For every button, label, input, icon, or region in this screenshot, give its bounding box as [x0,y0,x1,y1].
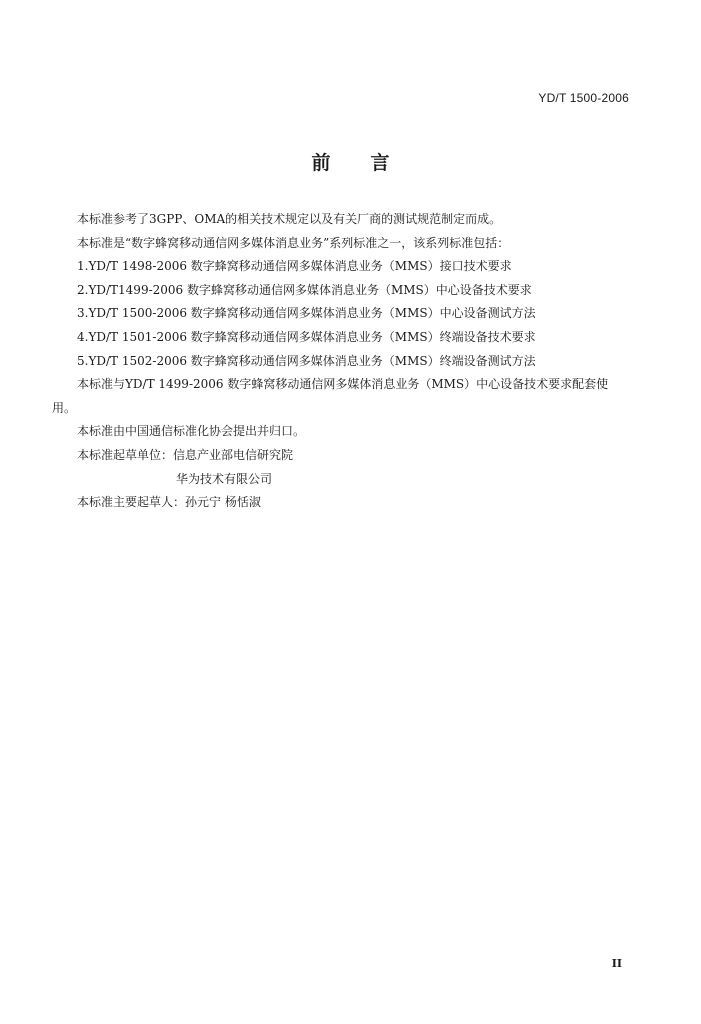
drafters-paragraph: 本标准主要起草人：孙元宁 杨恬淑 [77,495,261,510]
foreword-body [52,208,642,515]
series-intro-paragraph: 本标准是“数字蜂窝移动通信网多媒体消息业务”系列标准之一，该系列标准包括： [77,235,510,250]
standard-code: YD/T 1500-2006 [538,91,629,105]
series-item-4: 4.YD/T 1501-2006 数字蜂窝移动通信网多媒体消息业务（MMS）终端设备技术要求 [77,329,536,344]
companion-paragraph-line1: 本标准与YD/T 1499-2006 数字蜂窝移动通信网多媒体消息业务（MMS）中心设备技术要求配套使 [77,377,609,392]
proposer-paragraph: 本标准由中国通信标准化协会提出并归口。 [77,424,306,439]
series-item-2: 2.YD/T1499-2006 数字蜂窝移动通信网多媒体消息业务（MMS）中心设备技术要求 [77,282,532,297]
page-title: 前言 [311,152,430,174]
drafting-unit-second: 华为技术有限公司 [176,471,273,486]
companion-paragraph-line2: 用。 [52,400,77,415]
page-number: II [611,957,622,970]
reference-paragraph: 本标准参考了3GPP、OMA的相关技术规定以及有关厂商的测试规范制定而成。 [77,212,502,226]
series-item-3: 3.YD/T 1500-2006 数字蜂窝移动通信网多媒体消息业务（MMS）中心设备测试方法 [77,306,536,321]
series-item-5: 5.YD/T 1502-2006 数字蜂窝移动通信网多媒体消息业务（MMS）终端设备测试方法 [77,353,536,368]
series-item-1: 1.YD/T 1498-2006 数字蜂窝移动通信网多媒体消息业务（MMS）接口技术要求 [77,259,512,274]
drafting-units-paragraph: 本标准起草单位：信息产业部电信研究院 [77,447,294,462]
